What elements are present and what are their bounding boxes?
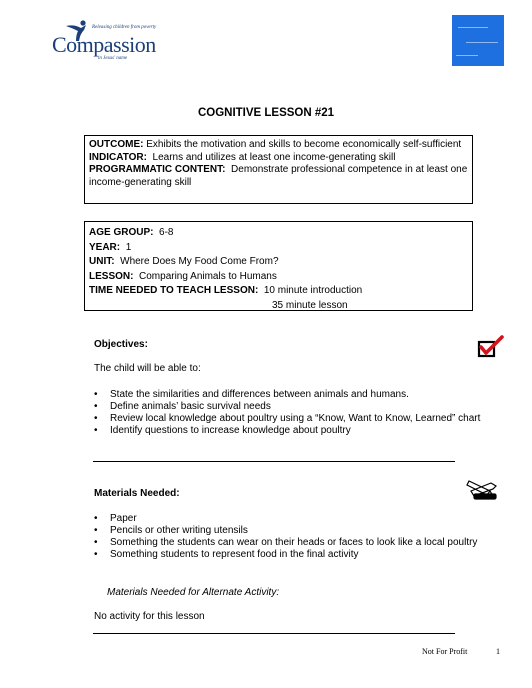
logo-subline: in Jesus' name bbox=[98, 56, 128, 61]
objectives-list bbox=[94, 389, 480, 437]
list-item: • Review local knowledge about poultry using a “Know, Want to Know, Learned” chart bbox=[94, 413, 480, 425]
time-value-2: 35 minute lesson bbox=[272, 299, 348, 311]
outcome-text: Exhibits the motivation and skills to become economically self-sufficient bbox=[146, 139, 462, 150]
materials-list bbox=[94, 513, 477, 561]
section-divider bbox=[93, 633, 455, 634]
materials-heading: Materials Needed: bbox=[94, 488, 180, 499]
footer-note: Not For Profit bbox=[422, 647, 468, 656]
lesson-row bbox=[89, 270, 468, 285]
section-divider bbox=[93, 461, 455, 462]
outcome-label: OUTCOME: bbox=[89, 139, 144, 150]
time-row-2 bbox=[89, 299, 468, 314]
list-item: • Define animals’ basic survival needs bbox=[94, 401, 480, 413]
age-label: AGE GROUP: bbox=[89, 227, 154, 238]
list-item: • Identify questions to increase knowledge about poultry bbox=[94, 425, 480, 437]
pencil-crayon-icon bbox=[466, 478, 500, 500]
lesson-label: LESSON: bbox=[89, 270, 134, 282]
unit-row bbox=[89, 255, 468, 270]
list-item: • State the similarities and differences between animals and humans. bbox=[94, 389, 480, 401]
indicator-label: INDICATOR: bbox=[89, 151, 147, 163]
program-label: PROGRAMMATIC CONTENT: bbox=[89, 164, 226, 175]
checkbox-check-icon bbox=[477, 335, 505, 359]
year-value: 1 bbox=[125, 241, 132, 253]
list-item: • Something the students can wear on their heads or faces to look like a local poultry bbox=[94, 537, 477, 549]
objectives-heading: Objectives: bbox=[94, 339, 148, 350]
alternate-text: No activity for this lesson bbox=[94, 611, 205, 622]
page-title: COGNITIVE LESSON #21 bbox=[197, 107, 335, 119]
objectives-intro: The child will be able to: bbox=[94, 363, 201, 374]
time-value-1: 10 minute introduction bbox=[263, 285, 363, 296]
time-row bbox=[89, 284, 468, 299]
list-item: • Pencils or other writing utensils bbox=[94, 525, 477, 537]
age-row bbox=[89, 226, 468, 241]
page-number: 1 bbox=[496, 647, 500, 656]
lesson-value: Comparing Animals to Humans bbox=[139, 270, 277, 282]
alternate-heading: Materials Needed for Alternate Activity: bbox=[107, 587, 280, 598]
unit-label: UNIT: bbox=[89, 256, 115, 267]
year-row bbox=[89, 241, 468, 256]
outcome-row bbox=[89, 139, 468, 152]
compassion-logo bbox=[52, 20, 164, 66]
unit-value: Where Does My Food Come From? bbox=[120, 256, 279, 267]
year-label: YEAR: bbox=[89, 241, 121, 253]
program-row bbox=[89, 164, 468, 189]
list-item: • Paper bbox=[94, 513, 477, 525]
outcome-box bbox=[84, 135, 473, 204]
indicator-text: Learns and utilizes at least one income-generating skill bbox=[152, 151, 396, 163]
logo-tagline: Releasing children from poverty bbox=[92, 25, 157, 30]
time-label: TIME NEEDED TO TEACH LESSON: bbox=[89, 285, 259, 296]
indicator-row bbox=[89, 152, 468, 165]
logo-wordmark: Compassion bbox=[52, 32, 156, 57]
program-text: Demonstrate professional competence in at least one income-generating skill bbox=[89, 164, 468, 188]
list-item: • Something students to represent food in the final activity bbox=[94, 549, 477, 561]
age-value: 6-8 bbox=[159, 227, 174, 238]
lesson-details-box bbox=[84, 221, 473, 311]
corner-color-block bbox=[452, 15, 504, 66]
